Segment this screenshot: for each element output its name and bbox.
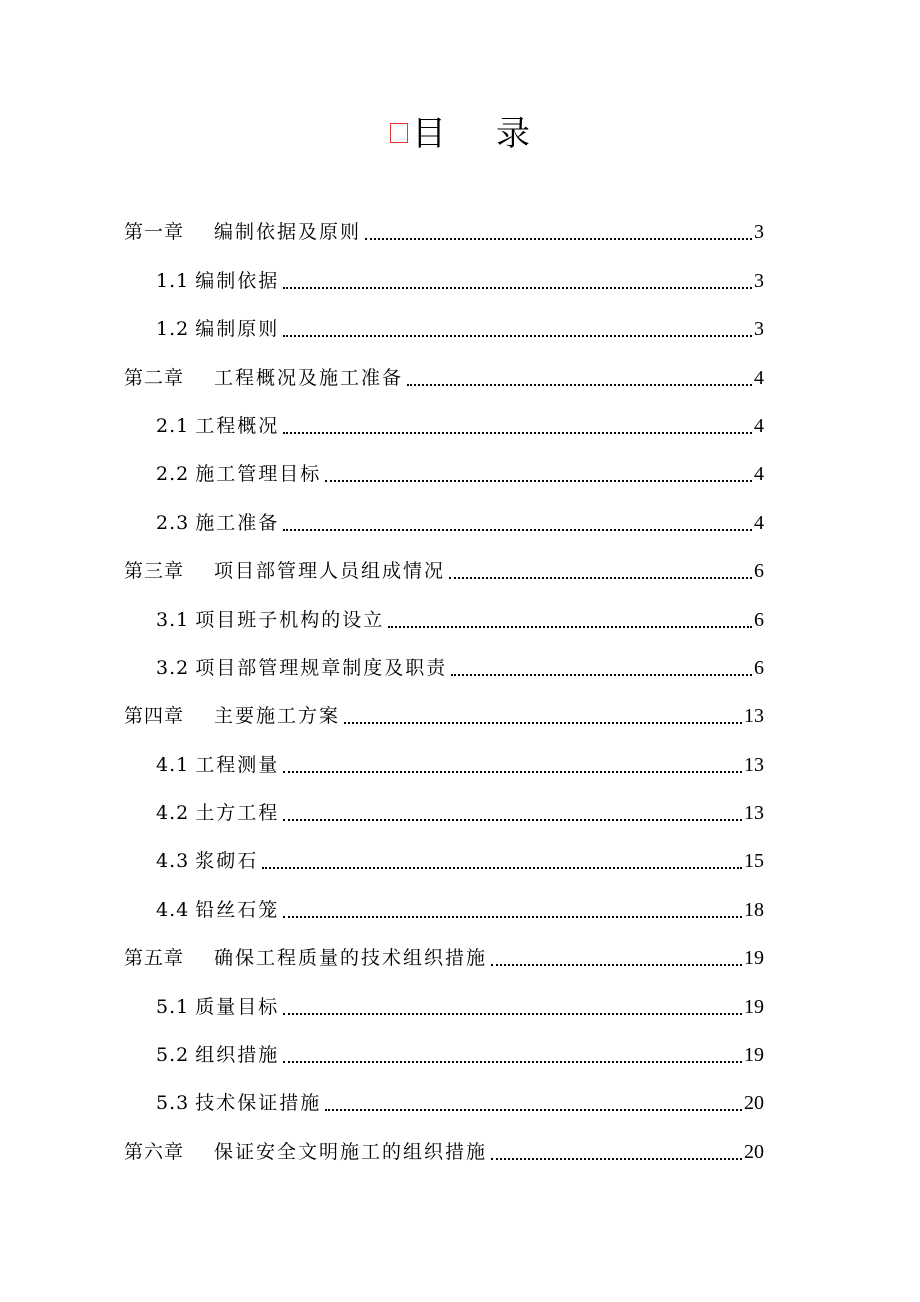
toc-entry-text: 铅丝石笼 xyxy=(195,898,280,921)
toc-page-number: 19 xyxy=(744,995,764,1018)
toc-chapter-entry[interactable] xyxy=(124,934,764,982)
toc-dot-leader xyxy=(451,673,752,676)
toc-page-number: 20 xyxy=(744,1140,764,1163)
toc-entry-number: 5.2 xyxy=(156,1044,190,1067)
toc-entry-label xyxy=(156,644,447,692)
toc-page-number: 19 xyxy=(744,1044,764,1067)
toc-entry-text: 编制依据及原则 xyxy=(214,221,362,244)
toc-entry-label xyxy=(124,208,361,256)
toc-section-entry[interactable] xyxy=(124,789,764,837)
toc-section-entry[interactable] xyxy=(124,256,764,304)
toc-section-entry[interactable] xyxy=(124,498,764,546)
toc-page-number: 19 xyxy=(744,947,764,970)
toc-section-entry[interactable] xyxy=(124,982,764,1030)
toc-entry-label xyxy=(156,596,384,644)
toc-page-number: 6 xyxy=(754,608,764,631)
toc-entry-text: 浆砌石 xyxy=(195,850,259,873)
toc-dot-leader xyxy=(283,528,752,531)
toc-dot-leader xyxy=(283,286,752,289)
toc-entry-number: 1.1 xyxy=(156,269,190,292)
toc-entry-text: 保证安全文明施工的组织措施 xyxy=(214,1140,488,1163)
toc-page-number: 4 xyxy=(754,414,764,437)
toc-entry-text: 确保工程质量的技术组织措施 xyxy=(214,947,488,970)
placeholder-box-icon xyxy=(390,123,408,143)
toc-entry-number: 第四章 xyxy=(124,705,185,728)
toc-dot-leader xyxy=(283,818,742,821)
toc-dot-leader xyxy=(283,915,742,918)
toc-section-entry[interactable] xyxy=(124,740,764,788)
toc-entry-text: 工程概况及施工准备 xyxy=(214,366,404,389)
toc-dot-leader xyxy=(283,431,752,434)
toc-page-number: 4 xyxy=(754,463,764,486)
toc-entry-text: 技术保证措施 xyxy=(195,1092,322,1115)
toc-entry-number: 2.1 xyxy=(156,414,190,437)
toc-entry-number: 4.2 xyxy=(156,802,190,825)
table-of-contents xyxy=(124,208,764,1176)
toc-page-number: 4 xyxy=(754,366,764,389)
toc-entry-number: 4.1 xyxy=(156,753,190,776)
toc-entry-label xyxy=(156,886,279,934)
toc-entry-text: 组织措施 xyxy=(195,1044,280,1067)
toc-page-number: 6 xyxy=(754,656,764,679)
toc-section-entry[interactable] xyxy=(124,402,764,450)
toc-entry-number: 4.4 xyxy=(156,898,190,921)
toc-entry-text: 项目部管理人员组成情况 xyxy=(214,560,446,583)
toc-entry-number: 第一章 xyxy=(124,221,185,244)
toc-entry-text: 项目班子机构的设立 xyxy=(195,608,385,631)
toc-entry-text: 施工管理目标 xyxy=(195,463,322,486)
toc-entry-label xyxy=(156,257,279,305)
toc-entry-text: 工程概况 xyxy=(195,414,280,437)
toc-dot-leader xyxy=(262,866,742,869)
toc-entry-label xyxy=(156,305,279,353)
toc-dot-leader xyxy=(325,479,752,482)
toc-entry-text: 主要施工方案 xyxy=(214,705,341,728)
toc-dot-leader xyxy=(283,770,742,773)
toc-entry-number: 第三章 xyxy=(124,560,185,583)
toc-dot-leader xyxy=(491,1157,742,1160)
title-part-1: 目 xyxy=(412,114,446,154)
toc-dot-leader xyxy=(344,721,742,724)
toc-entry-label xyxy=(156,402,279,450)
toc-entry-text: 编制依据 xyxy=(195,269,280,292)
toc-entry-label xyxy=(156,1079,321,1127)
toc-dot-leader xyxy=(491,963,742,966)
toc-entry-number: 第二章 xyxy=(124,366,185,389)
toc-entry-label xyxy=(124,354,403,402)
toc-dot-leader xyxy=(449,576,752,579)
toc-entry-number: 2.3 xyxy=(156,511,190,534)
toc-page-number: 15 xyxy=(744,850,764,873)
toc-entry-label xyxy=(156,450,321,498)
toc-entry-label xyxy=(156,1031,279,1079)
toc-chapter-entry[interactable] xyxy=(124,1127,764,1175)
toc-entry-text: 土方工程 xyxy=(195,802,280,825)
toc-entry-label xyxy=(156,983,279,1031)
toc-page-number: 4 xyxy=(754,511,764,534)
toc-entry-text: 编制原则 xyxy=(195,318,280,341)
toc-page-number: 20 xyxy=(744,1092,764,1115)
toc-chapter-entry[interactable] xyxy=(124,547,764,595)
toc-dot-leader xyxy=(407,383,752,386)
toc-page-number: 3 xyxy=(754,318,764,341)
toc-entry-number: 第六章 xyxy=(124,1140,185,1163)
toc-entry-label xyxy=(124,692,340,740)
page-title xyxy=(0,112,920,156)
toc-entry-number: 5.3 xyxy=(156,1092,190,1115)
toc-chapter-entry[interactable] xyxy=(124,692,764,740)
toc-entry-text: 施工准备 xyxy=(195,511,280,534)
toc-section-entry[interactable] xyxy=(124,1079,764,1127)
toc-chapter-entry[interactable] xyxy=(124,208,764,256)
toc-dot-leader xyxy=(388,625,752,628)
toc-page-number: 6 xyxy=(754,560,764,583)
toc-section-entry[interactable] xyxy=(124,305,764,353)
toc-entry-label xyxy=(156,499,279,547)
toc-section-entry[interactable] xyxy=(124,644,764,692)
toc-page-number: 13 xyxy=(744,802,764,825)
toc-page-number: 13 xyxy=(744,705,764,728)
title-part-2: 录 xyxy=(496,114,530,154)
toc-page-number: 3 xyxy=(754,221,764,244)
toc-entry-number: 1.2 xyxy=(156,318,190,341)
toc-page-number: 13 xyxy=(744,753,764,776)
toc-entry-label xyxy=(124,1128,487,1176)
toc-entry-text: 质量目标 xyxy=(195,995,280,1018)
toc-entry-number: 2.2 xyxy=(156,463,190,486)
toc-page-number: 18 xyxy=(744,898,764,921)
toc-dot-leader xyxy=(365,237,752,240)
toc-page-number: 3 xyxy=(754,269,764,292)
toc-entry-number: 3.1 xyxy=(156,608,190,631)
toc-section-entry[interactable] xyxy=(124,885,764,933)
toc-entry-label xyxy=(156,741,279,789)
toc-entry-label xyxy=(156,789,279,837)
toc-entry-number: 第五章 xyxy=(124,947,185,970)
toc-dot-leader xyxy=(325,1108,742,1111)
toc-chapter-entry[interactable] xyxy=(124,353,764,401)
toc-entry-text: 工程测量 xyxy=(195,753,280,776)
toc-section-entry[interactable] xyxy=(124,595,764,643)
toc-entry-label xyxy=(124,547,445,595)
toc-entry-text: 项目部管理规章制度及职责 xyxy=(195,656,448,679)
toc-entry-label xyxy=(156,837,258,885)
toc-dot-leader xyxy=(283,1060,742,1063)
toc-entry-number: 3.2 xyxy=(156,656,190,679)
toc-dot-leader xyxy=(283,334,752,337)
toc-section-entry[interactable] xyxy=(124,837,764,885)
toc-entry-number: 5.1 xyxy=(156,995,190,1018)
toc-section-entry[interactable] xyxy=(124,1031,764,1079)
toc-entry-number: 4.3 xyxy=(156,850,190,873)
toc-dot-leader xyxy=(283,1012,742,1015)
toc-entry-label xyxy=(124,934,487,982)
toc-section-entry[interactable] xyxy=(124,450,764,498)
